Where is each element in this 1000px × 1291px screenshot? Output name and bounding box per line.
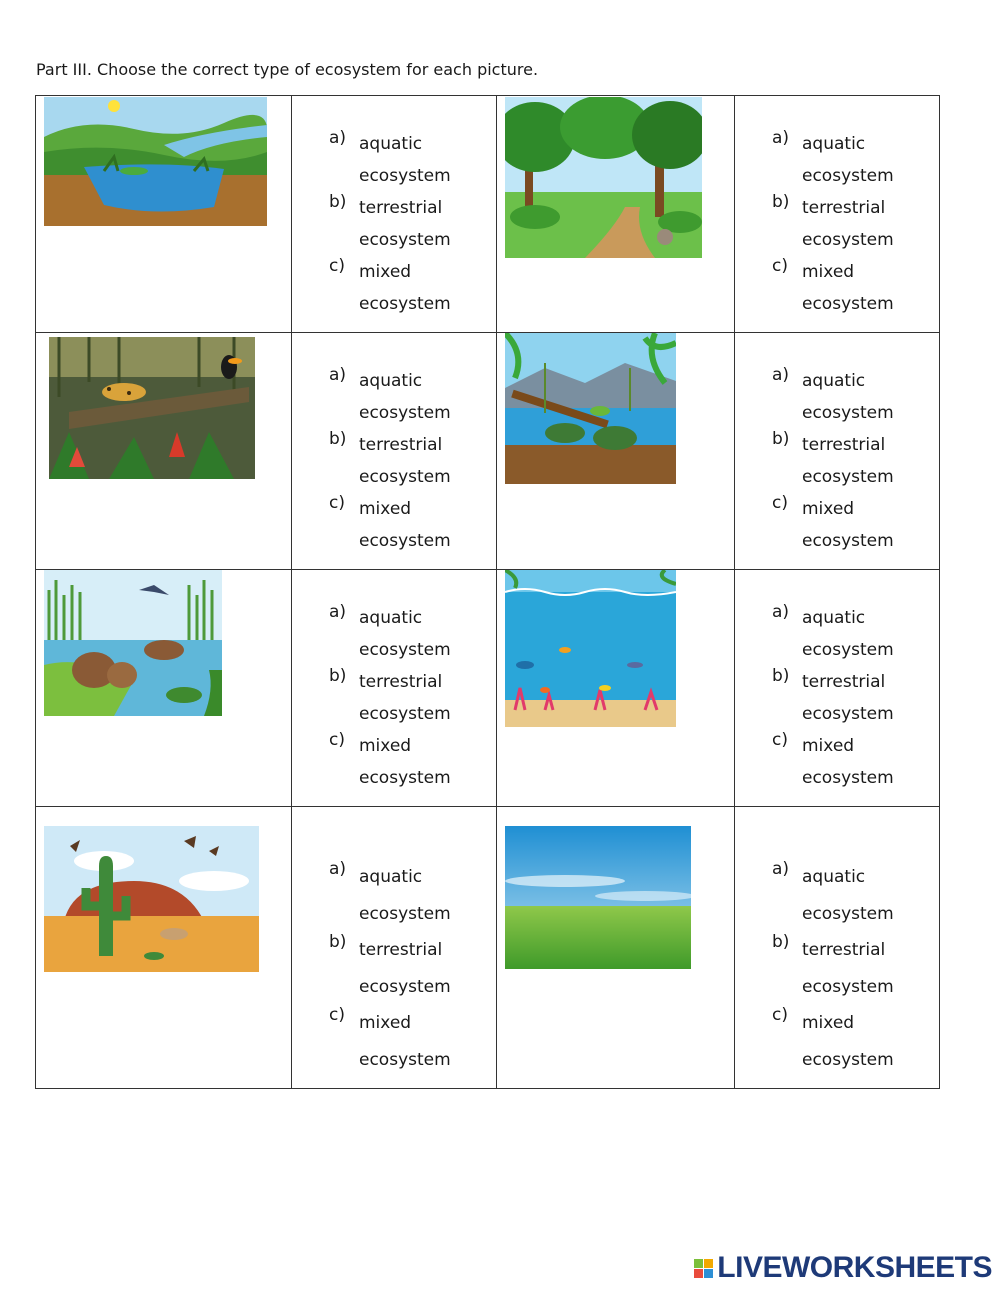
option-b[interactable]: b) terrestrial ecosystem <box>772 666 894 724</box>
river-landscape-image <box>44 97 267 226</box>
options-cell <box>292 570 497 807</box>
forest-path-image <box>505 97 702 258</box>
pond-frog-image <box>505 333 676 484</box>
answer-options <box>329 365 451 557</box>
answer-options <box>772 602 894 794</box>
picture-cell <box>497 96 735 333</box>
options-cell <box>735 96 940 333</box>
option-c[interactable]: c) mixed ecosystem <box>772 493 894 551</box>
options-cell <box>735 807 940 1089</box>
option-a[interactable]: a) aquatic ecosystem <box>329 365 451 423</box>
option-b[interactable]: b) terrestrial ecosystem <box>772 932 894 997</box>
option-a[interactable]: a) aquatic ecosystem <box>329 602 451 660</box>
option-b[interactable]: b) terrestrial ecosystem <box>772 429 894 487</box>
option-b[interactable]: b) terrestrial ecosystem <box>329 666 451 724</box>
option-c[interactable]: c) mixed ecosystem <box>772 1005 894 1070</box>
picture-cell <box>36 333 292 570</box>
picture-cell <box>36 807 292 1089</box>
option-a[interactable]: a) aquatic ecosystem <box>772 859 894 924</box>
logo-text: LIVEWORKSHEETS <box>717 1251 992 1284</box>
option-a[interactable]: a) aquatic ecosystem <box>772 365 894 423</box>
liveworksheets-logo <box>694 1251 992 1285</box>
answer-options <box>329 128 451 320</box>
option-b[interactable]: b) terrestrial ecosystem <box>329 429 451 487</box>
answer-options <box>772 365 894 557</box>
logo-mark-icon <box>694 1259 713 1278</box>
options-cell <box>292 807 497 1089</box>
option-b[interactable]: b) terrestrial ecosystem <box>772 192 894 250</box>
option-c[interactable]: c) mixed ecosystem <box>772 256 894 314</box>
answer-options <box>329 602 451 794</box>
picture-cell <box>497 333 735 570</box>
options-cell <box>735 333 940 570</box>
options-cell <box>735 570 940 807</box>
rainforest-jaguar-image <box>49 337 255 479</box>
answer-options <box>772 128 894 320</box>
picture-cell <box>36 96 292 333</box>
option-c[interactable]: c) mixed ecosystem <box>329 256 451 314</box>
option-a[interactable]: a) aquatic ecosystem <box>772 128 894 186</box>
options-cell <box>292 96 497 333</box>
option-b[interactable]: b) terrestrial ecosystem <box>329 192 451 250</box>
question-table <box>35 95 940 1089</box>
option-b[interactable]: b) terrestrial ecosystem <box>329 932 451 997</box>
answer-options <box>772 859 894 1078</box>
instruction-text: Part III. Choose the correct type of ecosystem for each picture. <box>36 60 539 79</box>
ocean-reef-image <box>505 570 676 727</box>
option-a[interactable]: a) aquatic ecosystem <box>329 128 451 186</box>
option-c[interactable]: c) mixed ecosystem <box>772 730 894 788</box>
answer-options <box>329 859 451 1078</box>
option-c[interactable]: c) mixed ecosystem <box>329 493 451 551</box>
options-cell <box>292 333 497 570</box>
option-a[interactable]: a) aquatic ecosystem <box>772 602 894 660</box>
picture-cell <box>497 807 735 1089</box>
picture-cell <box>36 570 292 807</box>
desert-cactus-image <box>44 826 259 972</box>
option-c[interactable]: c) mixed ecosystem <box>329 1005 451 1070</box>
option-c[interactable]: c) mixed ecosystem <box>329 730 451 788</box>
picture-cell <box>497 570 735 807</box>
wetland-capybara-image <box>44 570 222 716</box>
option-a[interactable]: a) aquatic ecosystem <box>329 859 451 924</box>
grassland-image <box>505 826 691 969</box>
